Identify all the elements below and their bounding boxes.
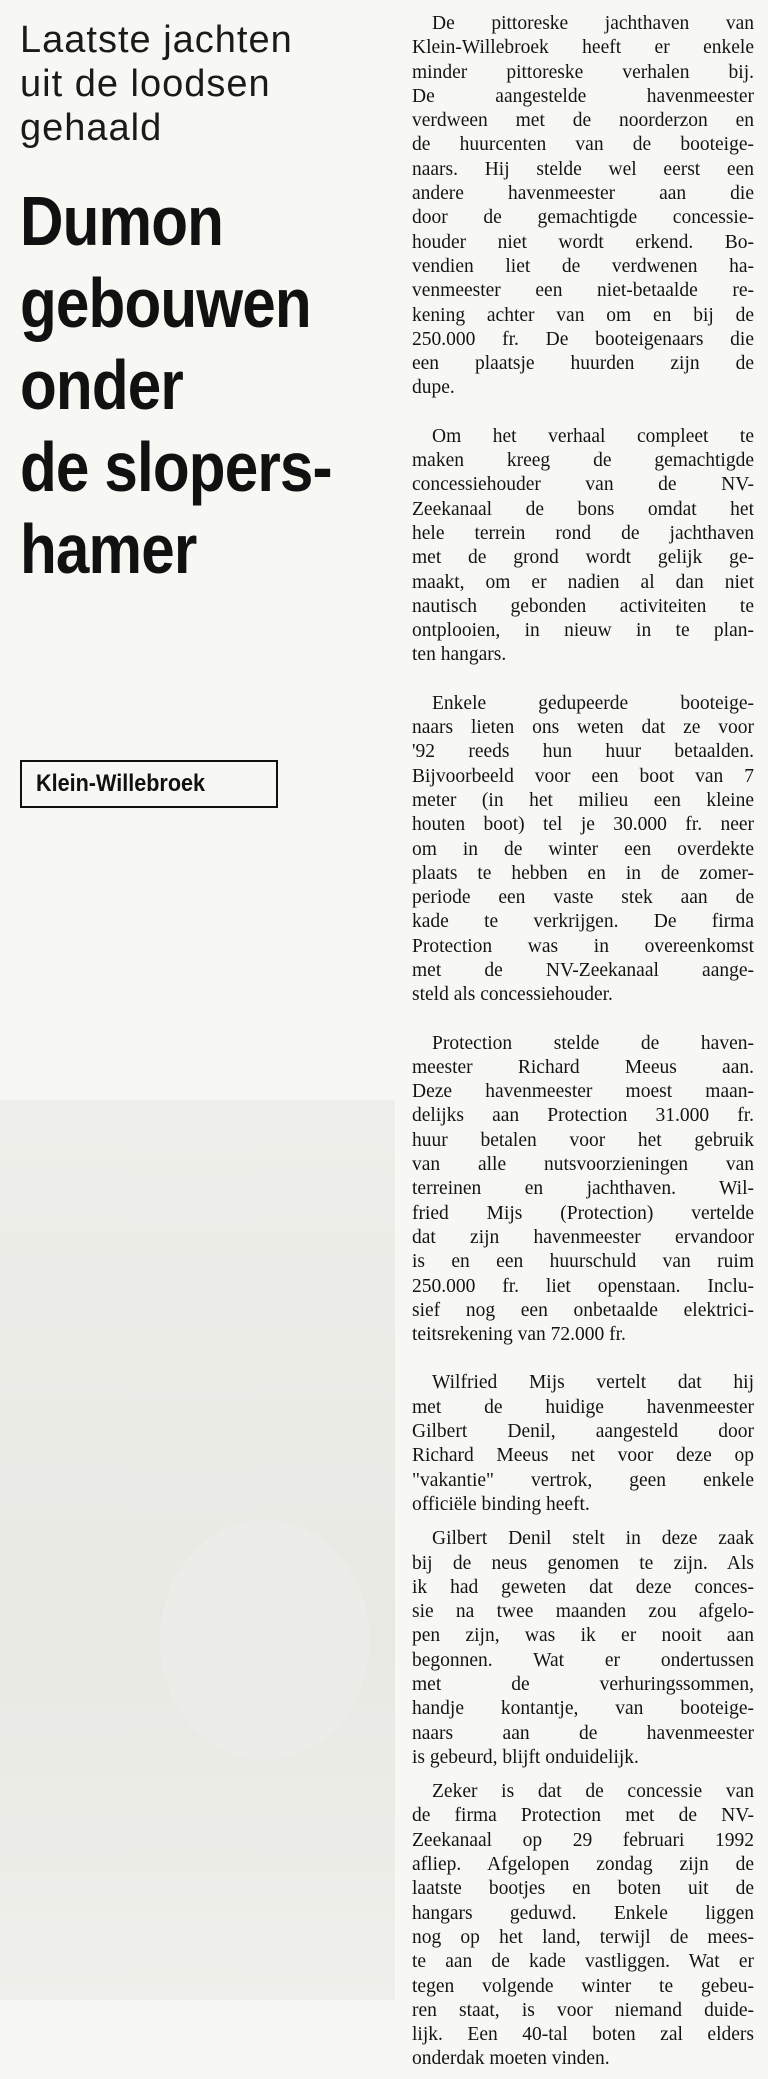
article-line: 250.000 fr. De booteigenaars die (412, 328, 754, 350)
article-paragraph (412, 1032, 754, 1348)
article-line: met de huidige havenmeester (412, 1396, 754, 1418)
headline-line: onder (20, 346, 183, 424)
article-line: Om het verhaal compleet te (432, 425, 754, 447)
article-line: officiële binding heeft. (412, 1493, 590, 1515)
article-line: is gebeurd, blijft onduidelijk. (412, 1746, 639, 1768)
paragraph-gap (412, 1008, 754, 1032)
paragraph-gap (412, 668, 754, 692)
article-line: ik had geweten dat deze conces- (412, 1576, 754, 1598)
article-line: Richard Meeus net voor deze op (412, 1445, 754, 1467)
article-line: houder niet wordt erkend. Bo- (412, 231, 754, 253)
article-line: verdween met de noorderzon en (412, 110, 754, 132)
article-line: fried Mijs (Protection) vertelde (412, 1202, 754, 1224)
article-line: naars. Hij stelde wel eerst een (412, 158, 754, 180)
reverse-side-photo-shadow (160, 1520, 370, 1760)
article-line: met de NV-Zeekanaal aange- (412, 959, 754, 981)
article-line: sie na twee maanden zou afgelo- (412, 1601, 754, 1623)
article-line: Zeker is dat de concessie van (432, 1781, 754, 1803)
article-line: met de verhuringssommen, (412, 1674, 754, 1695)
article-line: teitsrekening van 72.000 fr. (412, 1324, 626, 1346)
article-line: plaats te hebben en in de zomer- (412, 862, 754, 884)
paragraph-gap (412, 1770, 754, 1780)
article-paragraph (412, 1371, 754, 1517)
article-line: kade te verkrijgen. De firma (412, 911, 754, 933)
article-line: ontplooien, in nieuw in te plan- (412, 620, 754, 642)
article-line: Gilbert Denil stelt in deze zaak (432, 1528, 754, 1550)
article-line: ten hangars. (412, 644, 507, 666)
kicker-line: uit de loodsen (20, 63, 271, 105)
article-line: afliep. Afgelopen zondag zijn de (412, 1854, 754, 1876)
article-line: kening achter van om en bij de (412, 304, 754, 326)
article-line: onderdak moeten vinden. (412, 2048, 610, 2070)
article-line: Zeekanaal op 29 februari 1992 (412, 1829, 754, 1851)
article-line: om in de winter een overdekte (412, 838, 754, 860)
kicker (20, 18, 380, 150)
article-line: nog op het land, terwijl de mees- (412, 1926, 754, 1948)
article-line: naars lieten ons weten dat ze voor (412, 717, 754, 739)
article-line: Wilfried Mijs vertelt dat hij (432, 1372, 754, 1394)
article-line: laatste bootjes en boten uit de (412, 1878, 754, 1900)
article-line: de firma Protection met de NV- (412, 1805, 754, 1827)
article-line: maken kreeg de gemachtigde (412, 450, 754, 472)
article-line: 250.000 fr. liet openstaan. Inclu- (412, 1275, 754, 1297)
article-line: dat zijn havenmeester ervandoor (412, 1226, 754, 1248)
article-body (412, 12, 754, 2072)
article-line: dupe. (412, 377, 455, 399)
article-line: hele terrein rond de jachthaven (412, 522, 754, 544)
headline (20, 180, 330, 590)
kicker-line: Laatste jachten (20, 19, 293, 61)
article-line: sief nog een onbetaalde elektrici- (412, 1299, 754, 1321)
article-paragraph (412, 425, 754, 668)
article-line: periode een vaste stek aan de (412, 887, 754, 909)
article-line: De pittoreske jachthaven van (432, 13, 754, 34)
article-line: bij de neus genomen te zijn. Als (412, 1552, 754, 1574)
article-line: maakt, om er nadien al dan niet (412, 571, 754, 593)
article-line: terreinen en jachthaven. Wil- (412, 1178, 754, 1200)
article-line: lijk. Een 40-tal boten zal elders (412, 2024, 754, 2046)
article-line: begonnen. Wat er ondertussen (412, 1649, 754, 1671)
article-line: hangars geduwd. Enkele liggen (412, 1902, 754, 1924)
paragraph-gap (412, 401, 754, 425)
dateline: Klein-Willebroek (36, 770, 206, 797)
article-line: '92 reeds hun huur betaalden. (412, 741, 754, 763)
headline-line: de slopers- (20, 428, 332, 506)
dateline-box (20, 760, 278, 808)
article-line: Protection was in overeenkomst (412, 935, 754, 957)
article-line: minder pittoreske verhalen bij. (412, 61, 754, 83)
article-line: huur betalen voor het gebruik (412, 1129, 754, 1151)
article-line: vendien liet de verdwenen ha- (412, 255, 754, 277)
article-line: de huurcenten van de booteige- (412, 134, 754, 156)
paragraph-gap (412, 1517, 754, 1527)
headline-block (20, 18, 380, 590)
kicker-line: gehaald (20, 107, 163, 149)
article-line: "vakantie" vertrok, geen enkele (412, 1469, 754, 1491)
article-line: Klein-Willebroek heeft er enkele (412, 37, 754, 59)
article-line: door de gemachtigde concessie- (412, 207, 754, 229)
article-line: meter (in het milieu een kleine (412, 789, 754, 811)
article-paragraph (412, 1780, 754, 2072)
article-line: een plaatsje huurden zijn de (412, 353, 754, 375)
article-line: Enkele gedupeerde booteige- (432, 692, 754, 714)
article-line: houten boot) tel je 30.000 fr. neer (412, 814, 754, 836)
article-line: pen zijn, was ik er nooit aan (412, 1625, 754, 1647)
article-line: is en een huurschuld van ruim (412, 1251, 754, 1273)
article-line: tegen volgende winter te gebeu- (412, 1975, 754, 1997)
article-line: Bijvoorbeeld voor een boot van 7 (412, 765, 754, 787)
article-line: nautisch gebonden activiteiten te (412, 595, 754, 617)
article-line: concessiehouder van de NV- (412, 474, 754, 496)
article-line: venmeester een niet-betaalde re- (412, 280, 754, 302)
article-line: van alle nutsvoorzieningen van (412, 1154, 754, 1176)
article-line: Deze havenmeester moest maan- (412, 1081, 754, 1103)
article-line: meester Richard Meeus aan. (412, 1056, 754, 1078)
headline-line: hamer (20, 510, 197, 588)
article-paragraph (412, 1527, 754, 1770)
article-line: Gilbert Denil, aangesteld door (412, 1421, 754, 1443)
article-line: ren staat, is voor niemand duide- (412, 1999, 754, 2021)
headline-line: Dumon (20, 182, 224, 260)
article-line: met de grond wordt gelijk ge- (412, 547, 754, 569)
article-line: De aangestelde havenmeester (412, 85, 754, 107)
paragraph-gap (412, 1347, 754, 1371)
article-line: Protection stelde de haven- (432, 1032, 754, 1054)
article-paragraph (412, 692, 754, 1008)
article-line: naars aan de havenmeester (412, 1722, 754, 1744)
article-line: Zeekanaal de bons omdat het (412, 498, 754, 520)
headline-line: gebouwen (20, 264, 311, 342)
article-line: andere havenmeester aan die (412, 183, 754, 205)
article-line: steld als concessiehouder. (412, 984, 613, 1006)
article-line: handje kontantje, van booteige- (412, 1698, 754, 1720)
article-paragraph (412, 12, 754, 401)
article-line: te aan de kade vastliggen. Wat er (412, 1951, 754, 1973)
article-line: delijks aan Protection 31.000 fr. (412, 1105, 754, 1127)
